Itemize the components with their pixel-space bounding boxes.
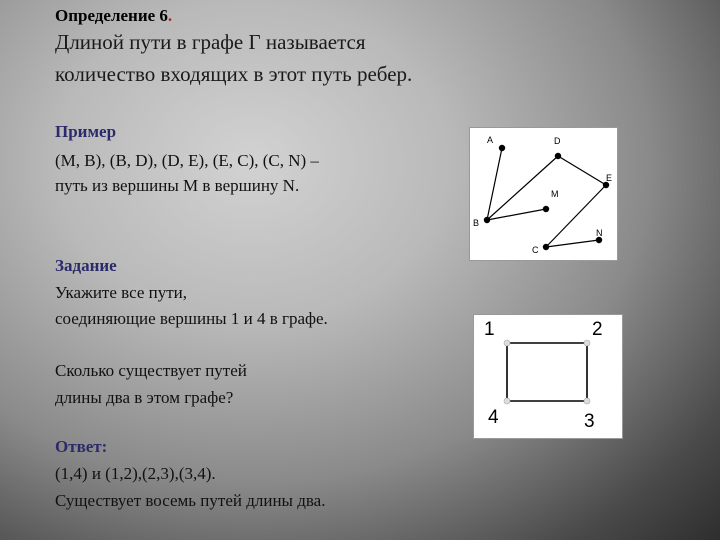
question-line-1: Сколько существует путей (55, 361, 247, 380)
vertex-4 (504, 398, 510, 404)
task-line-1: Укажите все пути, (55, 283, 188, 302)
vertex-2 (584, 340, 590, 346)
label-m: M (551, 189, 559, 199)
label-n: N (596, 228, 603, 238)
label-2: 2 (592, 319, 603, 340)
vertex-c (543, 244, 549, 250)
question-line-2: длины два в этом графе? (55, 388, 234, 407)
vertex-1 (504, 340, 510, 346)
task-line-2: соединяющие вершины 1 и 4 в графе. (55, 309, 328, 328)
label-b: B (473, 218, 480, 228)
example-line-1: (M, B), (B, D), (D, E), (E, C), (C, N) – (55, 151, 319, 170)
answer-line-1: (1,4) и (1,2),(2,3),(3,4). (55, 464, 216, 483)
vertex-a (499, 145, 505, 151)
label-4: 4 (488, 407, 499, 428)
definition-title-dot: . (167, 6, 173, 25)
definition-title-text: Определение 6 (55, 6, 168, 25)
example-graph-svg (470, 128, 617, 260)
example-heading: Пример (55, 122, 117, 141)
label-c: C (532, 245, 539, 255)
example-graph (469, 127, 618, 261)
edge-d-e (558, 156, 606, 185)
label-3: 3 (584, 411, 595, 432)
label-1: 1 (484, 319, 495, 340)
example-line-2: путь из вершины M в вершину N. (55, 176, 300, 195)
vertex-m (543, 206, 549, 212)
square-graph (473, 314, 623, 439)
label-e: E (606, 173, 613, 183)
edge-c-n (546, 240, 599, 247)
definition-title (55, 6, 172, 26)
edge-b-m (487, 209, 546, 220)
task-heading: Задание (55, 256, 117, 275)
definition-line-1: Длиной пути в графе Г называется (55, 30, 366, 54)
vertex-b (484, 217, 490, 223)
answer-line-2: Существует восемь путей длины два. (55, 491, 326, 510)
definition-line-2: количество входящих в этот путь ребер. (55, 62, 413, 86)
vertex-3 (584, 398, 590, 404)
vertex-d (555, 153, 561, 159)
label-a: A (487, 135, 494, 145)
square-graph-svg (474, 315, 622, 438)
label-d: D (554, 136, 561, 146)
answer-heading: Ответ: (55, 437, 108, 456)
